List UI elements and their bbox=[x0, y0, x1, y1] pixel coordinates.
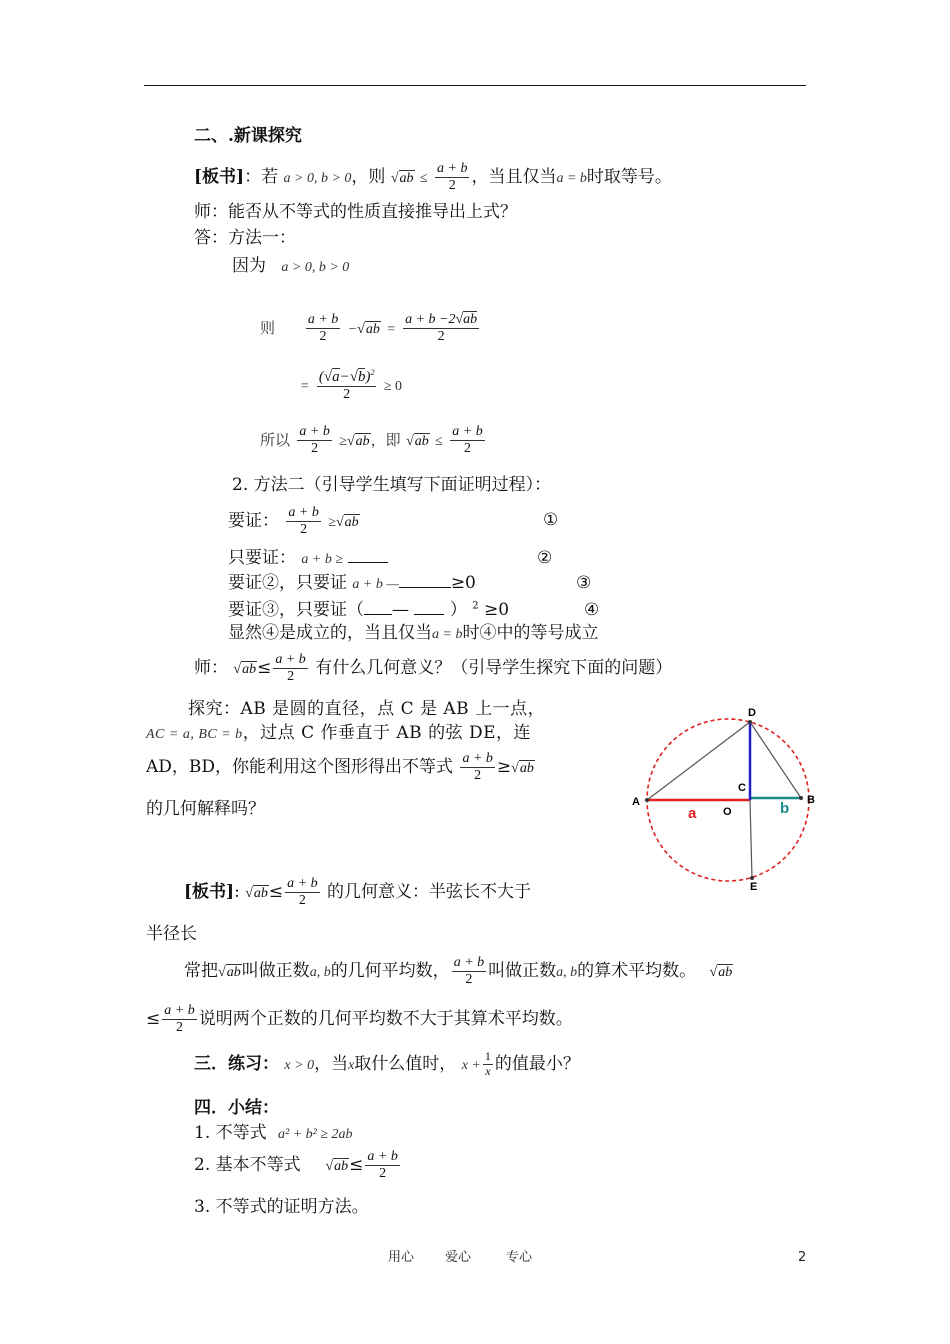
def-p1g: 的算术平均数。 bbox=[577, 961, 697, 982]
geometry-board-tail: 的几何意义：半弦长不大于 bbox=[327, 882, 532, 903]
line5-tail: 时④中的等号成立 bbox=[462, 623, 599, 643]
ie-word: ，即 bbox=[370, 431, 401, 450]
explore-text-3: AD，BD，你能利用这个图形得出不等式 bbox=[146, 757, 454, 778]
def-p1a: 常把 bbox=[184, 961, 218, 982]
footer-left: 用心 bbox=[388, 1250, 415, 1265]
then-word: 则 bbox=[260, 319, 276, 338]
board-tail: ，当且仅当 bbox=[471, 167, 557, 188]
line5-text: 显然④是成立的，当且仅当 bbox=[228, 623, 432, 643]
def-p2: 说明两个正数的几何平均数不大于其算术平均数。 bbox=[198, 1009, 573, 1030]
fill-blank[interactable] bbox=[364, 600, 392, 615]
frac-a-plus-b-over-2: $\frac{a + b}{2}$ bbox=[437, 161, 468, 194]
answer-label: 答：方法一： bbox=[194, 228, 296, 248]
section-title: 二、.新课探究 bbox=[194, 126, 302, 146]
proof-line-1: 则 $\frac{a + b}{2}$ −√ab = $\frac{a + b -2√ab}{2}$ bbox=[260, 312, 478, 345]
label-o-point: O bbox=[723, 806, 732, 818]
footer-right: 专心 bbox=[506, 1250, 533, 1265]
explore-line-2 bbox=[146, 723, 531, 744]
method2-line5 bbox=[228, 623, 598, 644]
summary-item2-text: 2. 基本不等式 bbox=[194, 1155, 301, 1176]
exercise-label: 三．练习： bbox=[194, 1053, 279, 1074]
fill-blank[interactable] bbox=[348, 548, 388, 563]
board-label: [板书] bbox=[194, 167, 245, 188]
circle-num-1: ① bbox=[543, 510, 559, 530]
circle-num-3: ③ bbox=[576, 573, 592, 593]
summary-label: 四．小结： bbox=[194, 1098, 279, 1118]
geometry-board-label: [板书] bbox=[184, 882, 235, 903]
board-eq: a = b bbox=[556, 171, 587, 187]
proof-line-2: = $\frac{(√a-√b)^2}{2}$ ≥ 0 bbox=[300, 368, 403, 403]
teacher-question: 师：能否从不等式的性质直接推导出上式？ bbox=[194, 202, 517, 222]
line4-close: ） bbox=[449, 600, 467, 620]
def-p1e: 叫做正数 bbox=[488, 961, 557, 982]
summary-item1-math: a² + b² ≥ 2ab bbox=[278, 1127, 353, 1142]
label-e-point: E bbox=[750, 881, 758, 893]
def-p1b: 叫做正数 bbox=[241, 961, 310, 982]
method2-line2 bbox=[228, 548, 388, 569]
line4-label: 要证③，只要证（ bbox=[228, 600, 364, 620]
segment-bd bbox=[750, 722, 801, 798]
line4-ge: ≥0 bbox=[484, 600, 510, 620]
explore-line-4: 的几何解释吗？ bbox=[146, 799, 265, 819]
def-p1c: a, b bbox=[309, 965, 331, 981]
board-text: ：若 bbox=[244, 167, 279, 188]
board-cond: a > 0, b > 0 bbox=[283, 171, 352, 187]
label-b-length: b bbox=[780, 800, 790, 817]
def-p1d: 的几何平均数， bbox=[330, 961, 450, 982]
page-number: 2 bbox=[798, 1250, 807, 1265]
summary-item-3: 3. 不等式的证明方法。 bbox=[194, 1197, 369, 1217]
label-d-point: D bbox=[748, 707, 756, 719]
method2-line1: 要证： $\frac{a + b}{2}$ ≥√ab bbox=[228, 505, 359, 538]
because-word: 因为 bbox=[232, 256, 266, 276]
exercise-text2: 取什么值时， bbox=[354, 1053, 457, 1074]
def-p1f: a, b bbox=[556, 965, 578, 981]
line2-math: a + b ≥ bbox=[301, 552, 344, 567]
footer-mid: 爱心 bbox=[445, 1250, 472, 1265]
label-b-point: B bbox=[807, 794, 815, 806]
teacher-label: 师： bbox=[194, 658, 228, 679]
board-line: [板书]：若 a > 0, b > 0，则 √ab ≤ $\frac{a + b}{2}$ ，当且仅当a = b时取等号。 bbox=[194, 161, 672, 194]
summary-item-2: 2. 基本不等式 √ab≤ $\frac{a + b}{2}$ bbox=[194, 1149, 398, 1182]
circle-figure bbox=[620, 700, 820, 900]
fill-blank[interactable] bbox=[399, 573, 451, 588]
circle-num-4: ④ bbox=[584, 600, 600, 620]
circle-num-2: ② bbox=[537, 548, 553, 568]
line3-label: 要证②，只要证 bbox=[228, 573, 347, 593]
teacher-tail: 有什么几何意义？（引导学生探究下面的问题） bbox=[315, 658, 673, 679]
method2-line4 bbox=[228, 600, 509, 620]
board-then: ，则 bbox=[351, 167, 386, 188]
label-c-point: C bbox=[738, 782, 746, 794]
because-math: a > 0, b > 0 bbox=[281, 260, 350, 275]
exercise-line: 三．练习： x > 0，当x取什么值时， x + $\frac{1}{x}$ 的值最小？ bbox=[194, 1049, 580, 1078]
definition-line-2: ≤ $\frac{a + b}{2}$ 说明两个正数的几何平均数不大于其算术平均数。 bbox=[146, 1003, 573, 1036]
exercise-cond: x > 0 bbox=[284, 1057, 315, 1073]
line4-sup: 2 bbox=[472, 600, 479, 612]
line5-eq: a = b bbox=[432, 627, 463, 642]
because-line bbox=[232, 256, 349, 277]
exercise-var: x bbox=[348, 1057, 355, 1073]
definition-line-1: 常把√ab叫做正数a, b的几何平均数， $\frac{a + b}{2}$ 叫做正数a, b的算术平均数。 √ab bbox=[184, 955, 733, 988]
geometry-question: 师： √ab≤ $\frac{a + b}{2}$ 有什么几何意义？（引导学生探究下面的问题） bbox=[194, 652, 673, 685]
method2-line3 bbox=[228, 573, 476, 594]
summary-item1-text: 1. 不等式 bbox=[194, 1123, 267, 1143]
line3-math: a + b — bbox=[352, 577, 399, 592]
line4-dash: — bbox=[392, 600, 409, 620]
board-end: 时取等号。 bbox=[586, 167, 672, 188]
explore-line-1: 探究：AB 是圆的直径，点 C 是 AB 上一点， bbox=[188, 699, 546, 719]
segment-ce bbox=[750, 800, 752, 878]
segment-ad bbox=[647, 722, 750, 800]
geometry-board: [板书]: √ab≤ $\frac{a + b}{2}$ 的几何意义：半弦长不大于 bbox=[184, 876, 532, 909]
fill-blank[interactable] bbox=[414, 600, 444, 615]
sqrt-ab: √ab bbox=[390, 171, 414, 187]
proof-line-3: 所以 $\frac{a + b}{2}$ ≥√ab，即 √ab ≤ $\frac{a + b}{2}$ bbox=[260, 424, 483, 457]
exercise-text1: ，当 bbox=[314, 1053, 349, 1074]
method2-title: 2. 方法二（引导学生填写下面证明过程）： bbox=[232, 475, 552, 495]
label-a-length: a bbox=[688, 805, 697, 822]
summary-item-1 bbox=[194, 1123, 353, 1144]
so-word: 所以 bbox=[260, 431, 291, 450]
header-rule bbox=[144, 85, 806, 86]
label-a-point: A bbox=[632, 796, 640, 808]
explore-line-3: AD，BD，你能利用这个图形得出不等式 $\frac{a + b}{2}$ ≥√ab bbox=[146, 751, 534, 784]
line3-ge: ≥0 bbox=[450, 573, 476, 593]
exercise-text3: 的值最小？ bbox=[494, 1053, 580, 1074]
explore-math: AC = a, BC = b bbox=[146, 727, 243, 742]
geometry-board-line2: 半径长 bbox=[146, 924, 197, 944]
explore-text: ，过点 C 作垂直于 AB 的弦 DE，连 bbox=[242, 723, 532, 743]
line2-label: 只要证： bbox=[228, 548, 296, 568]
line1-label: 要证： bbox=[228, 511, 279, 532]
